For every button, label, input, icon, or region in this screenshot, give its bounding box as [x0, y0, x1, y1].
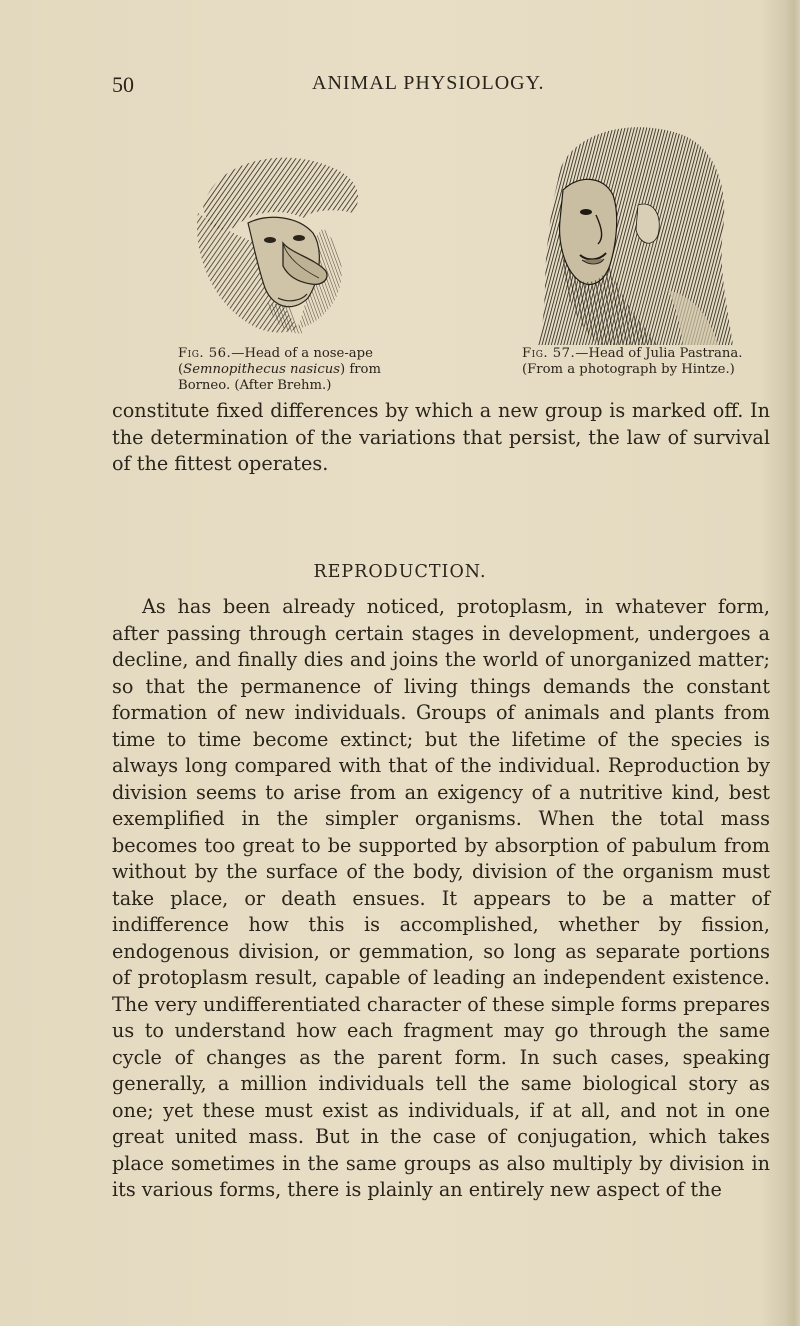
figure-57-caption — [522, 346, 767, 378]
page-header — [0, 72, 800, 102]
page-edge — [786, 0, 800, 1326]
figure-56-species-name: Semnopithecus nasicus — [183, 362, 341, 377]
paragraph-continuation: constitute fixed differences by which a new group is marked off. In the determination of the variations that persist, the law of survival of the fittest operates. — [112, 399, 770, 475]
figure-56-caption — [178, 346, 413, 394]
figure-nose-ape-illustration — [173, 138, 373, 338]
figure-julia-pastrana-illustration — [518, 120, 748, 345]
section-heading-reproduction: REPRODUCTION. — [313, 562, 487, 582]
figure-57-caption-text: —Head of Julia Pastrana. (From a photograph by Hintze.) — [522, 346, 743, 377]
figure-57-label: Fig. 57. — [522, 346, 576, 361]
paragraph-reproduction: As has been already noticed, protoplasm, in whatever form, after passing through certain stages in development, undergoes a decline, and finally dies and joins the world of unorganized matter; so that the permanence of living things demands the constant formation of new individuals. Groups of animals and plants from time to time become extinct; but the lifetime of the species is always long compared with that of the individual. Reproduction by division seems to arise from an exigency of a nutritive kind, best exemplified in the simpler organisms. When the total mass becomes too great to be supported by absorption of pabulum from without by the surface of the body, division of the organism must take place, or death ensues. It appears to be a matter of indifference how this is accomplished, whether by fission, endogenous division, or gemmation, so long as separate portions of protoplasm result, capable of leading an independent existence. The very undifferentiated character of these simple forms prepares us to understand how each fragment may go through the same cycle of changes as the parent form. In such cases, speaking generally, a million individuals tell the same biological story as one; yet these must exist as individuals, if at all, and not in one great united mass. But in the case of conjugation, which takes place sometimes in the same groups as also multiply by division in its various forms, there is plainly an entirely new aspect of the — [112, 595, 770, 1201]
figure-56-caption-text: —Head of a nose-ape ( — [178, 346, 373, 377]
figure-56-label: Fig. 56. — [178, 346, 232, 361]
figure-56-caption-end: ) from Borneo. (After Brehm.) — [178, 362, 381, 393]
running-head: ANIMAL PHYSIOLOGY. — [312, 72, 545, 94]
page-number: 50 — [112, 72, 134, 97]
